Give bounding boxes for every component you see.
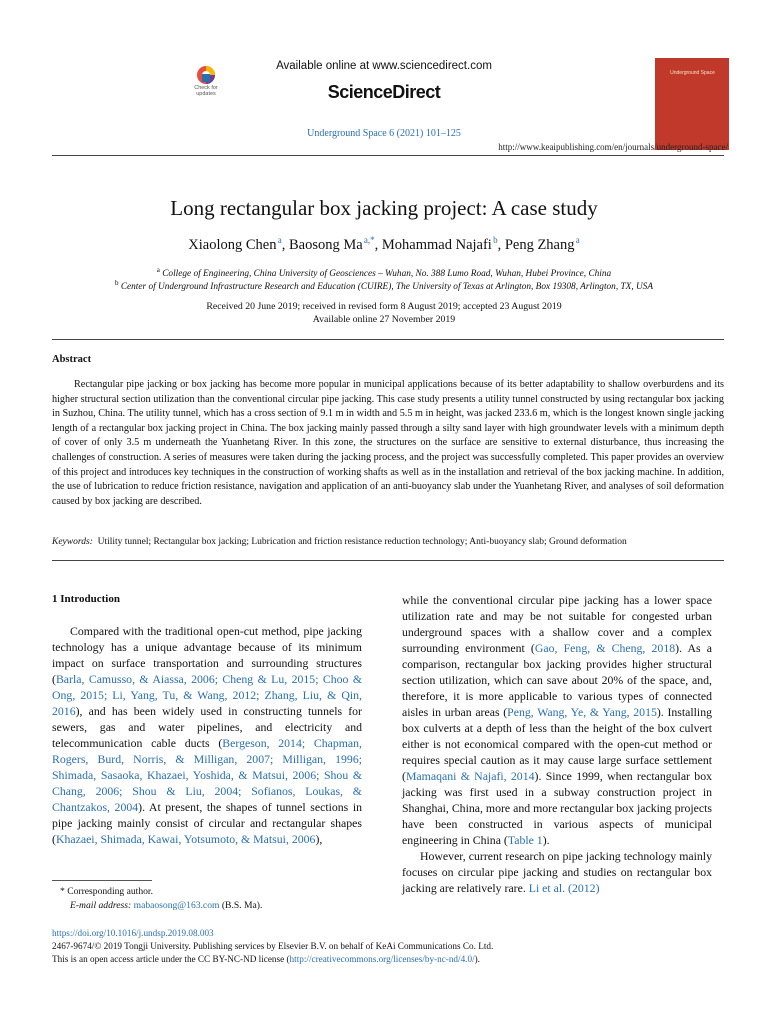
citation-link[interactable]: Barla, Camusso, & Aiassa, 2006; Cheng & Lu, 2015; Choo & Ong, 2015; Li, Yang, Tu, & Wang, 2012; Zhang, Liu, & Qin, 2016 (52, 672, 362, 718)
header-rule (52, 155, 724, 156)
email-link[interactable]: mabaosong@163.com (133, 900, 220, 911)
intro-paragraph-1: Compared with the traditional open-cut method, pipe jacking technology has a unique advantage because of its minimum impact on surface transportation and surrounding structures (Barla, Camusso, & Aiassa, 2006; Cheng & Lu, 2015; Choo & Ong, 2015; Li, Yang, Tu, & Wang, 2012; Zhang, Liu, & Qin, 2016), and has been widely used in constructing tunnels for sewers, gas and water pipelines, and electricity and telecommunication cable ducts (Bergeson, 2014; Chapman, Rogers, Burd, Norris, & Milligan, 2007; Milligan, 1996; Shimada, Sasaoka, Khazaei, Yoshida, & Matsui, 2006; Shou & Chang, 2006; Shou & Liu, 2004; Sofianos, Loukas, & Chantzakos, 2004). At present, the shapes of tunnel sections in pipe jacking mainly consist of circular and rectangular shapes (Khazaei, Shimada, Kawai, Yotsumoto, & Matsui, 2006), (52, 624, 362, 846)
email-note: E-mail address: mabaosong@163.com (B.S. Ma). (70, 900, 263, 911)
article-title: Long rectangular box jacking project: A case study (170, 196, 598, 220)
author-name: Xiaolong Chen (188, 236, 277, 253)
author-name: Peng Zhang (504, 236, 575, 253)
license-link[interactable]: http://creativecommons.org/licenses/by-nc-nd/4.0/ (289, 954, 475, 964)
abstract-heading: Abstract (52, 354, 92, 365)
journal-cover-title: Underground Space (670, 70, 715, 76)
table-link[interactable]: Table 1 (507, 833, 543, 847)
abstract-rule (52, 560, 724, 561)
author-affiliation-marker[interactable]: a (575, 235, 580, 245)
author-affiliation-marker[interactable]: a (277, 235, 282, 245)
check-for-updates-label: Check for updates (194, 85, 218, 97)
affiliation-a: $^a$ College of Engineering, China University of Geosciences – Wuhan, No. 388 Lumo Road, Wuhan, Hubei Province, China (156, 266, 612, 280)
intro-paragraph-2: However, current research on pipe jacking technology mainly focuses on circular pipe jacking and studies on rectangular box jacking are relatively rare. Li et al. (2012) (402, 849, 712, 895)
footnote-rule (52, 880, 152, 881)
journal-reference[interactable]: Underground Space 6 (2021) 101–125 (307, 128, 461, 139)
author-name: Baosong Ma (288, 236, 363, 253)
intro-paragraph-1-continued: while the conventional circular pipe jacking has a lower space utilization rate and may be not suitable for congested urban underground spaces with a shallow cover and a complex surrounding environment (Gao, Feng, & Cheng, 2018). As a comparison, rectangular box jacking provides higher structural section utilization, which can save about 20% of the space, and, therefore, it is more applicable to various types of connected aisles in urban areas (Peng, Wang, Ye, & Yang, 2015). Installing box culverts at a depth of less than the height of the box culvert either is not economical compared with the open-cut method or requires special caution as it may cause large surface settlement (Mamaqani & Najafi, 2014). Since 1999, when rectangular box jacking was first used in a subway construction project in Shanghai, China, more and more rectangular box jacking projects have been constructed in various aspects of municipal engineering in China (Table 1). (402, 593, 713, 847)
section-heading-introduction: 1 Introduction (52, 593, 120, 605)
body-column-left (52, 623, 362, 847)
author-name: Mohammad Najafi (381, 236, 492, 253)
sciencedirect-logo[interactable]: ScienceDirect (327, 82, 441, 102)
citation-link[interactable]: Gao, Feng, & Cheng, 2018 (534, 641, 676, 655)
citation-link[interactable]: Peng, Wang, Ye, & Yang, 2015 (507, 705, 657, 719)
online-date: Available online 27 November 2019 (312, 314, 456, 325)
abstract-text: Rectangular pipe jacking or box jacking has become more popular in municipal applications because of its better adaptability to shallow overburdens and its higher structural section utilization than the conventional circular pipe jacking. This case study presents a utility tunnel constructed by using rectangular box jacking in Suzhou, China. The utility tunnel, which has a cross section of 9.1 m in width and 5.5 m in height, was jacked 233.6 m, which is the longest known single jacking length of a rectangular box jacking project in China. The box jacking mainly passed through a silty sand layer with high groundwater levels with a minimum depth of cover of only 3.5 m underneath the Yuanhetang River. In this zone, the structures on the surface are sensitive to external disturbance, thus increasing the challenges of construction. A series of measures were taken during the jacking process, and the project was successfully completed. This paper provides an overview of this project and introduces key techniques in the construction of working shafts as well as in the installation and retrieval of the box jacking machine. In addition, the use of lubrication to reduce friction resistance, navigation and application of an anti-buoyancy slab under the Yuanhetang River, and analyses of soil deformation caused by box jacking are described. (52, 379, 724, 507)
citation-link[interactable]: Bergeson, 2014; Chapman, Rogers, Burd, Norris, & Milligan, 2007; Milligan, 1996; Shimada, Sasaoka, Khazaei, Yoshida, & Matsui, 2006; Shou & Chang, 2006; Shou & Liu, 2004; Sofianos, Loukas, & Chantzakos, 2004 (52, 736, 362, 814)
author-list: Xiaolong Chen $^a$, Baosong Ma $^{a,*}$, Mohammad Najafi $^b$, Peng Zhang $^a$ (188, 235, 580, 253)
citation-link[interactable]: Mamaqani & Najafi, 2014 (405, 769, 535, 783)
doi-link[interactable]: https://doi.org/10.1016/j.undsp.2019.08.003 (52, 928, 214, 938)
affiliation-b: $^b$ Center of Underground Infrastructure Research and Education (CUIRE), The University of Texas at Arlington, Box 19308, Arlington, TX, USA (114, 279, 654, 293)
corresponding-author-note: * Corresponding author. (60, 886, 153, 897)
citation-link[interactable]: Khazaei, Shimada, Kawai, Yotsumoto, & Matsui, 2006 (55, 832, 316, 846)
keywords-label: Keywords: (52, 537, 93, 547)
journal-homepage[interactable]: http://www.keaipublishing.com/en/journals/underground-space/ (498, 142, 728, 152)
keywords-list: Utility tunnel; Rectangular box jacking; Lubrication and friction resistance reduction technology; Anti-buoyancy slab; Ground deformation (97, 537, 627, 547)
copyright-notice: 2467-9674/© 2019 Tongji University. Publishing services by Elsevier B.V. on behalf of KeAi Communications Co. Ltd. (52, 941, 494, 951)
author-affiliation-marker[interactable]: a,* (363, 235, 375, 245)
received-dates: Received 20 June 2019; received in revised form 8 August 2019; accepted 23 August 2019 (206, 301, 562, 312)
body-column-right (402, 592, 712, 896)
title-rule (52, 339, 724, 340)
available-online: Available online at www.sciencedirect.com (276, 60, 492, 72)
citation-link[interactable]: Li et al. (2012) (528, 881, 600, 895)
keywords (52, 537, 724, 547)
author-affiliation-marker[interactable]: b (493, 235, 498, 245)
license-notice: This is an open access article under the CC BY-NC-ND license (http://creativecommons.org/licenses/by-nc-nd/4.0/). (52, 954, 480, 964)
